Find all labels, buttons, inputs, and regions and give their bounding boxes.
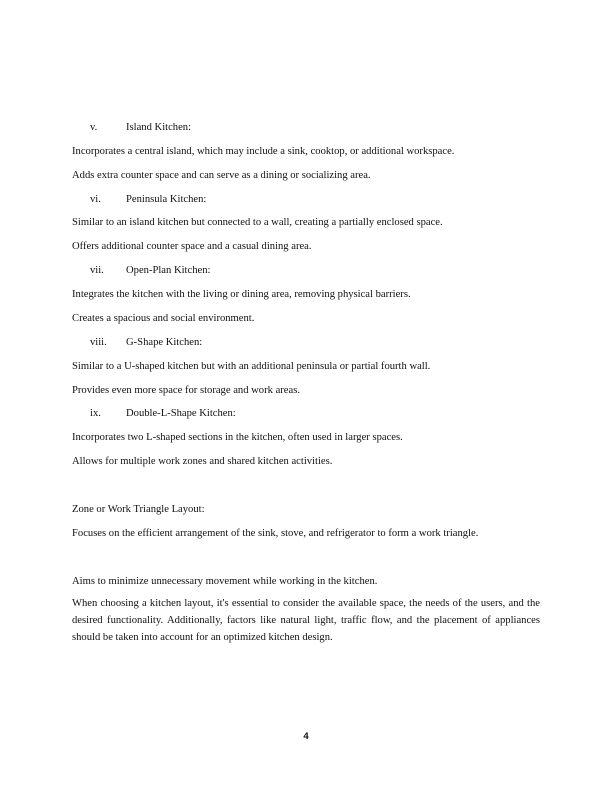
body-line: Similar to a U-shaped kitchen but with an additional peninsula or partial fourth wall. xyxy=(72,361,431,372)
list-title: G-Shape Kitchen: xyxy=(126,337,203,348)
list-number: vii. xyxy=(90,265,104,276)
list-title: Open-Plan Kitchen: xyxy=(126,265,211,276)
section-heading: Zone or Work Triangle Layout: xyxy=(72,504,205,515)
layout-heading-island xyxy=(90,121,191,134)
list-title: Double-L-Shape Kitchen: xyxy=(126,408,236,419)
body-line: Incorporates a central island, which may include a sink, cooktop, or additional workspace. xyxy=(72,146,455,157)
conclusion-paragraph: When choosing a kitchen layout, it's essential to consider the available space, the needs of the users, and the desired functionality. Additionally, factors like natural light, traffic flow, and the placement of appliances should be taken into account for an optimized kitchen design. xyxy=(72,598,540,643)
page-number: 4 xyxy=(303,731,309,742)
body-line: Aims to minimize unnecessary movement while working in the kitchen. xyxy=(72,576,378,587)
body-line: Integrates the kitchen with the living or dining area, removing physical barriers. xyxy=(72,289,411,300)
body-line: Incorporates two L-shaped sections in the kitchen, often used in larger spaces. xyxy=(72,432,403,443)
body-line: Allows for multiple work zones and shared kitchen activities. xyxy=(72,456,333,467)
list-number: v. xyxy=(90,122,98,133)
layout-heading-double-l xyxy=(90,407,236,420)
body-line: Similar to an island kitchen but connected to a wall, creating a partially enclosed space. xyxy=(72,217,443,228)
list-number: vi. xyxy=(90,194,101,205)
body-line: Creates a spacious and social environment. xyxy=(72,313,255,324)
body-line: Provides even more space for storage and work areas. xyxy=(72,385,300,396)
body-line: Offers additional counter space and a casual dining area. xyxy=(72,241,312,252)
list-number: viii. xyxy=(90,337,107,348)
layout-heading-peninsula xyxy=(90,193,206,206)
list-title: Peninsula Kitchen: xyxy=(126,194,207,205)
list-number: ix. xyxy=(90,408,101,419)
layout-heading-g-shape xyxy=(90,336,202,349)
body-line: Adds extra counter space and can serve as a dining or socializing area. xyxy=(72,170,371,181)
layout-heading-open-plan xyxy=(90,264,210,277)
body-line: Focuses on the efficient arrangement of the sink, stove, and refrigerator to form a work triangle. xyxy=(72,528,479,539)
list-title: Island Kitchen: xyxy=(126,122,192,133)
